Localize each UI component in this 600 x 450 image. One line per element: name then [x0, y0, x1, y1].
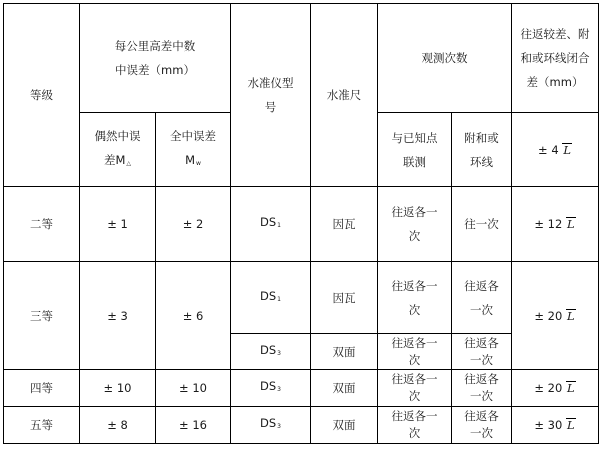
cell-rod: 双面: [311, 407, 378, 444]
cell-attached: 往一次: [452, 187, 512, 262]
cell-closure: ± 20 L: [512, 262, 599, 370]
sqrt-l: L: [563, 142, 571, 157]
cell-grade: 四等: [4, 370, 80, 407]
header-accidental: [80, 113, 156, 187]
header-rod: 水准尺: [311, 4, 378, 187]
cell-rod: 双面: [311, 370, 378, 407]
table-row: [4, 370, 599, 407]
table-row: [4, 407, 599, 444]
cell-accidental: ± 3: [80, 262, 156, 370]
cell-known: 往返各一 次: [378, 370, 452, 407]
header-km-error-line2: 中误差（mm）: [115, 63, 195, 77]
cell-instrument: DS1: [231, 262, 311, 334]
header-obs-count: 观测次数: [378, 4, 512, 113]
header-known-line1: 与已知点: [391, 130, 438, 145]
header-accidental-line2: 差M△: [103, 152, 132, 167]
cell-grade: 三等: [4, 262, 80, 370]
cell-closure: ± 30 L: [512, 407, 599, 444]
header-attached: [452, 113, 512, 187]
header-km-error: [80, 4, 231, 113]
cell-known: 往返各一 次: [378, 334, 452, 370]
header-row-1: [4, 4, 599, 113]
leveling-spec-table: [3, 3, 599, 444]
table-row: [4, 262, 599, 334]
header-attached-line1: 附和或: [464, 130, 499, 145]
sqrt-l: L: [566, 217, 575, 231]
cell-grade: 二等: [4, 187, 80, 262]
header-total-line2: Mw: [185, 152, 201, 167]
cell-known: 往返各一 次: [378, 187, 452, 262]
header-total-line1: 全中误差: [170, 128, 216, 143]
header-closure-formula: ± 4 L: [512, 113, 599, 187]
cell-total: ± 10: [156, 370, 231, 407]
header-closure-line2: 和或环线闭合: [520, 51, 590, 65]
cell-total: ± 2: [156, 187, 231, 262]
cell-attached: 往返各 一次: [452, 370, 512, 407]
cell-accidental: ± 1: [80, 187, 156, 262]
header-instrument-line1: 水准仪型: [247, 76, 294, 90]
cell-closure: ± 12 L: [512, 187, 599, 262]
cell-attached: 往返各 一次: [452, 407, 512, 444]
cell-instrument: DS1: [231, 187, 311, 262]
table-row: [4, 187, 599, 262]
cell-closure: ± 20 L: [512, 370, 599, 407]
cell-grade: 五等: [4, 407, 80, 444]
cell-instrument: DS3: [231, 370, 311, 407]
header-known-line2: 联测: [403, 154, 426, 169]
cell-rod: 因瓦: [311, 187, 378, 262]
sqrt-l: L: [566, 418, 575, 432]
header-km-error-line1: 每公里高差中数: [114, 39, 196, 53]
cell-attached: 往返各 一次: [452, 334, 512, 370]
header-known-point: [378, 113, 452, 187]
header-instrument: [231, 4, 311, 187]
header-closure-line1: 往返较差、附: [520, 27, 590, 41]
sqrt-l: L: [566, 308, 575, 323]
cell-instrument: DS3: [231, 334, 311, 370]
cell-total: ± 6: [156, 262, 231, 370]
header-grade: 等级: [4, 4, 80, 187]
cell-attached: 往返各 一次: [452, 262, 512, 334]
header-instrument-line2: 号: [264, 100, 277, 114]
cell-known: 往返各一 次: [378, 262, 452, 334]
header-accidental-line1: 偶然中误: [94, 128, 141, 143]
header-accidental-sub: △: [126, 159, 132, 167]
cell-rod: 因瓦: [311, 262, 378, 334]
header-total-sub: w: [196, 159, 201, 167]
cell-known: 往返各一 次: [378, 407, 452, 444]
header-closure-line3: 差（mm）: [526, 75, 584, 89]
sqrt-l: L: [566, 381, 575, 395]
header-closure: [512, 4, 599, 113]
header-attached-line2: 环线: [470, 154, 493, 169]
cell-accidental: ± 8: [80, 407, 156, 444]
cell-instrument: DS3: [231, 407, 311, 444]
cell-accidental: ± 10: [80, 370, 156, 407]
cell-total: ± 16: [156, 407, 231, 444]
header-total: [156, 113, 231, 187]
cell-rod: 双面: [311, 334, 378, 370]
